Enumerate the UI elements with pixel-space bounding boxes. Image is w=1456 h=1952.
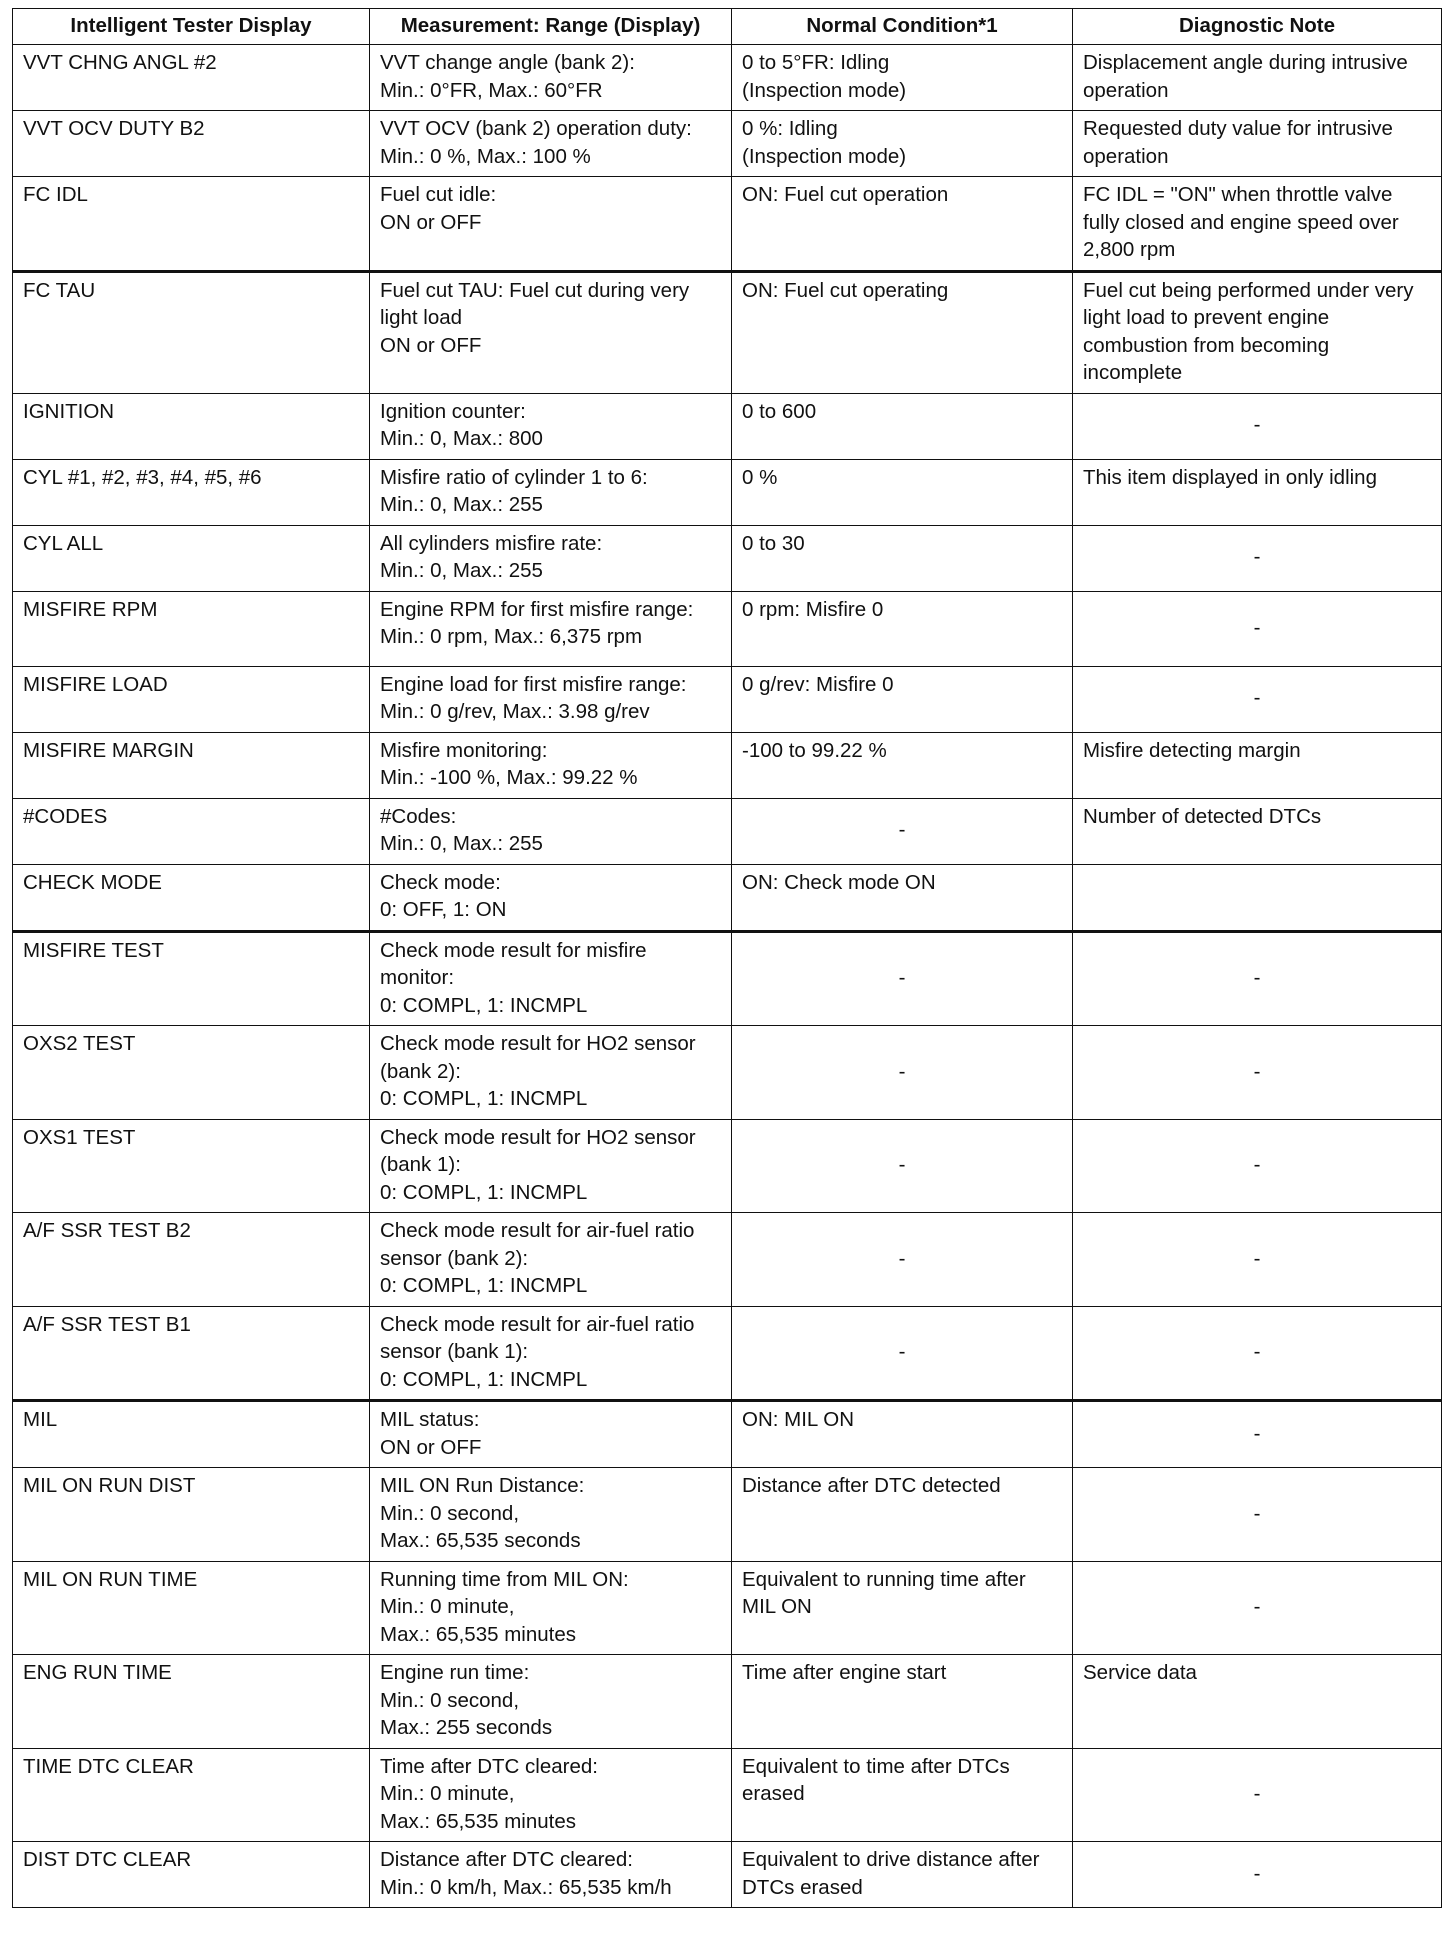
cell-measurement-range: Misfire monitoring: Min.: -100 %, Max.: 99.22 % [370,732,732,798]
cell-tester-display: A/F SSR TEST B1 [13,1306,370,1401]
cell-measurement-range: Check mode result for air-fuel ratio sensor (bank 1): 0: COMPL, 1: INCMPL [370,1306,732,1401]
cell-tester-display: VVT OCV DUTY B2 [13,111,370,177]
table-row [13,1748,1442,1842]
cell-diagnostic-note: This item displayed in only idling [1073,459,1442,525]
table-row [13,177,1442,272]
cell-measurement-range: Check mode result for misfire monitor: 0: COMPL, 1: INCMPL [370,931,732,1026]
cell-diagnostic-note: - [1073,1748,1442,1842]
cell-normal-condition: ON: Check mode ON [732,864,1073,931]
cell-measurement-range: Distance after DTC cleared: Min.: 0 km/h, Max.: 65,535 km/h [370,1842,732,1908]
cell-measurement-range: Fuel cut idle: ON or OFF [370,177,732,272]
table-row [13,1119,1442,1213]
cell-tester-display: ENG RUN TIME [13,1655,370,1749]
header-normal-condition: Normal Condition*1 [732,9,1073,45]
cell-normal-condition: - [732,1213,1073,1307]
cell-normal-condition: Distance after DTC detected [732,1468,1073,1562]
header-measurement-range: Measurement: Range (Display) [370,9,732,45]
data-list-table-container [12,8,1441,1908]
table-row [13,1026,1442,1120]
cell-normal-condition: - [732,1306,1073,1401]
cell-measurement-range: Check mode result for HO2 sensor (bank 2): 0: COMPL, 1: INCMPL [370,1026,732,1120]
table-row [13,271,1442,393]
cell-measurement-range: Check mode result for air-fuel ratio sensor (bank 2): 0: COMPL, 1: INCMPL [370,1213,732,1307]
cell-diagnostic-note: - [1073,1306,1442,1401]
cell-normal-condition: - [732,1119,1073,1213]
table-row [13,798,1442,864]
cell-diagnostic-note: Requested duty value for intrusive operation [1073,111,1442,177]
cell-tester-display: MIL ON RUN TIME [13,1561,370,1655]
table-row [13,1468,1442,1562]
cell-tester-display: DIST DTC CLEAR [13,1842,370,1908]
intelligent-tester-data-table [12,8,1442,1908]
cell-normal-condition: 0 to 5°FR: Idling (Inspection mode) [732,45,1073,111]
cell-tester-display: #CODES [13,798,370,864]
cell-tester-display: MISFIRE RPM [13,591,370,666]
cell-normal-condition: 0 rpm: Misfire 0 [732,591,1073,666]
cell-measurement-range: Check mode: 0: OFF, 1: ON [370,864,732,931]
cell-diagnostic-note: - [1073,525,1442,591]
cell-tester-display: MISFIRE LOAD [13,666,370,732]
table-row [13,111,1442,177]
table-row [13,1306,1442,1401]
cell-tester-display: A/F SSR TEST B2 [13,1213,370,1307]
cell-diagnostic-note: Misfire detecting margin [1073,732,1442,798]
cell-tester-display: IGNITION [13,393,370,459]
cell-normal-condition: Time after engine start [732,1655,1073,1749]
cell-diagnostic-note: - [1073,666,1442,732]
cell-diagnostic-note: - [1073,1119,1442,1213]
cell-diagnostic-note: - [1073,1213,1442,1307]
table-row [13,732,1442,798]
cell-diagnostic-note: Displacement angle during intrusive operation [1073,45,1442,111]
cell-normal-condition: 0 %: Idling (Inspection mode) [732,111,1073,177]
table-row [13,591,1442,666]
cell-diagnostic-note: Number of detected DTCs [1073,798,1442,864]
cell-normal-condition: 0 to 30 [732,525,1073,591]
table-row [13,931,1442,1026]
cell-measurement-range: Misfire ratio of cylinder 1 to 6: Min.: 0, Max.: 255 [370,459,732,525]
cell-tester-display: OXS2 TEST [13,1026,370,1120]
table-row [13,525,1442,591]
cell-tester-display: VVT CHNG ANGL #2 [13,45,370,111]
header-row [13,9,1442,45]
cell-normal-condition: - [732,798,1073,864]
cell-diagnostic-note [1073,864,1442,931]
table-row [13,1842,1442,1908]
cell-tester-display: CYL ALL [13,525,370,591]
cell-tester-display: FC IDL [13,177,370,272]
cell-normal-condition: - [732,931,1073,1026]
cell-measurement-range: Engine load for first misfire range: Min.: 0 g/rev, Max.: 3.98 g/rev [370,666,732,732]
table-row [13,1655,1442,1749]
cell-measurement-range: MIL status: ON or OFF [370,1401,732,1468]
table-row [13,666,1442,732]
cell-measurement-range: Fuel cut TAU: Fuel cut during very light load ON or OFF [370,271,732,393]
cell-measurement-range: #Codes: Min.: 0, Max.: 255 [370,798,732,864]
cell-normal-condition: ON: Fuel cut operation [732,177,1073,272]
cell-tester-display: MIL ON RUN DIST [13,1468,370,1562]
table-body [13,45,1442,1908]
table-row [13,1561,1442,1655]
cell-measurement-range: Engine RPM for first misfire range: Min.: 0 rpm, Max.: 6,375 rpm [370,591,732,666]
cell-diagnostic-note: - [1073,393,1442,459]
cell-measurement-range: Ignition counter: Min.: 0, Max.: 800 [370,393,732,459]
header-diagnostic-note: Diagnostic Note [1073,9,1442,45]
cell-normal-condition: 0 g/rev: Misfire 0 [732,666,1073,732]
table-row [13,1213,1442,1307]
cell-measurement-range: Time after DTC cleared: Min.: 0 minute, Max.: 65,535 minutes [370,1748,732,1842]
cell-measurement-range: Engine run time: Min.: 0 second, Max.: 255 seconds [370,1655,732,1749]
cell-measurement-range: VVT change angle (bank 2): Min.: 0°FR, Max.: 60°FR [370,45,732,111]
cell-diagnostic-note: Fuel cut being performed under very light load to prevent engine combustion from becoming incomplete [1073,271,1442,393]
cell-measurement-range: All cylinders misfire rate: Min.: 0, Max.: 255 [370,525,732,591]
cell-normal-condition: Equivalent to drive distance after DTCs erased [732,1842,1073,1908]
cell-diagnostic-note: - [1073,1561,1442,1655]
cell-tester-display: FC TAU [13,271,370,393]
cell-normal-condition: 0 to 600 [732,393,1073,459]
cell-measurement-range: MIL ON Run Distance: Min.: 0 second, Max.: 65,535 seconds [370,1468,732,1562]
table-row [13,864,1442,931]
cell-diagnostic-note: Service data [1073,1655,1442,1749]
cell-normal-condition: ON: MIL ON [732,1401,1073,1468]
cell-normal-condition: -100 to 99.22 % [732,732,1073,798]
cell-diagnostic-note: - [1073,1026,1442,1120]
cell-normal-condition: - [732,1026,1073,1120]
cell-tester-display: MISFIRE MARGIN [13,732,370,798]
table-row [13,1401,1442,1468]
cell-tester-display: CYL #1, #2, #3, #4, #5, #6 [13,459,370,525]
table-row [13,459,1442,525]
cell-measurement-range: Check mode result for HO2 sensor (bank 1): 0: COMPL, 1: INCMPL [370,1119,732,1213]
table-row [13,393,1442,459]
cell-tester-display: MISFIRE TEST [13,931,370,1026]
cell-normal-condition: Equivalent to time after DTCs erased [732,1748,1073,1842]
cell-measurement-range: Running time from MIL ON: Min.: 0 minute, Max.: 65,535 minutes [370,1561,732,1655]
cell-tester-display: TIME DTC CLEAR [13,1748,370,1842]
cell-diagnostic-note: - [1073,1842,1442,1908]
cell-diagnostic-note: - [1073,931,1442,1026]
cell-tester-display: CHECK MODE [13,864,370,931]
cell-tester-display: OXS1 TEST [13,1119,370,1213]
table-row [13,45,1442,111]
cell-tester-display: MIL [13,1401,370,1468]
cell-diagnostic-note: - [1073,1401,1442,1468]
cell-normal-condition: ON: Fuel cut operating [732,271,1073,393]
header-tester-display: Intelligent Tester Display [13,9,370,45]
cell-measurement-range: VVT OCV (bank 2) operation duty: Min.: 0 %, Max.: 100 % [370,111,732,177]
cell-normal-condition: 0 % [732,459,1073,525]
cell-diagnostic-note: FC IDL = "ON" when throttle valve fully closed and engine speed over 2,800 rpm [1073,177,1442,272]
table-header [13,9,1442,45]
cell-diagnostic-note: - [1073,1468,1442,1562]
cell-normal-condition: Equivalent to running time after MIL ON [732,1561,1073,1655]
cell-diagnostic-note: - [1073,591,1442,666]
